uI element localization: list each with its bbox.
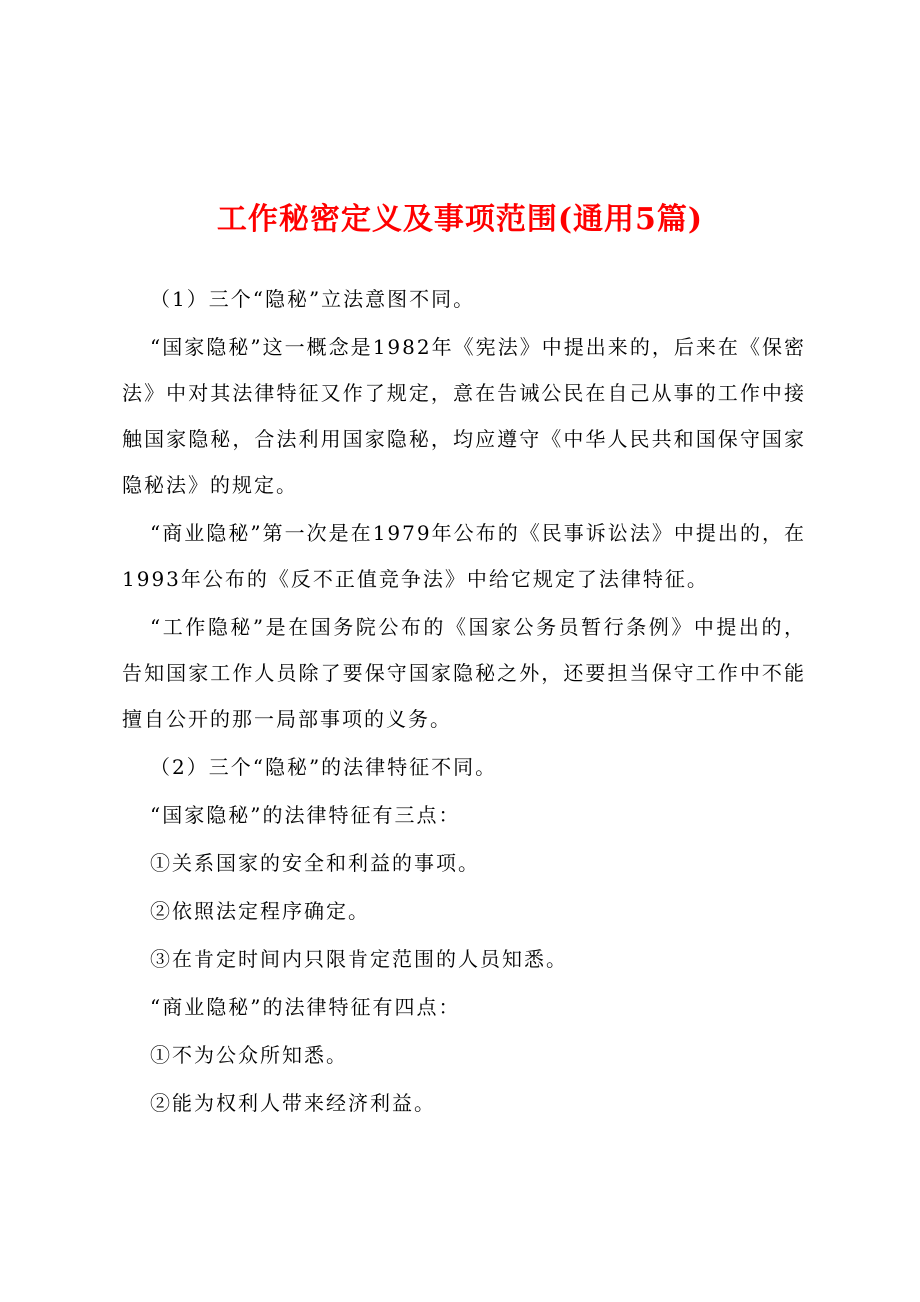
paragraph-2: “国家隐秘”这一概念是1982年《宪法》中提出来的，后来在《保密法》中对其法律特征又作了规定，意在告诫公民在自己从事的工作中接触国家隐秘，合法利用国家隐秘，均应遵守《中华人民共和国保守国家隐秘法》的规定。	[122, 335, 806, 497]
paragraph-6: “国家隐秘”的法律特征有三点：	[150, 803, 461, 827]
paragraph-8: ②依照法定程序确定。	[150, 899, 370, 923]
paragraph-9: ③在肯定时间内只限肯定范围的人员知悉。	[150, 947, 568, 971]
paragraph-5: （2）三个“隐秘”的法律特征不同。	[150, 755, 498, 779]
paragraph-7: ①关系国家的安全和利益的事项。	[150, 851, 480, 875]
paragraph-4: “工作隐秘”是在国务院公布的《国家公务员暂行条例》中提出的，告知国家工作人员除了要保守国家隐秘之外，还要担当保守工作中不能擅自公开的那一局部事项的义务。	[122, 615, 806, 731]
paragraph-3: “商业隐秘”第一次是在1979年公布的《民事诉讼法》中提出的，在1993年公布的《反不正值竞争法》中给它规定了法律特征。	[122, 521, 806, 591]
document-body	[122, 276, 806, 1128]
document-title: 工作秘密定义及事项范围(通用5篇)	[216, 202, 704, 237]
paragraph-12: ②能为权利人带来经济利益。	[150, 1091, 436, 1115]
paragraph-11: ①不为公众所知悉。	[150, 1043, 348, 1067]
paragraph-10: “商业隐秘”的法律特征有四点：	[150, 995, 461, 1019]
paragraph-1: （1）三个“隐秘”立法意图不同。	[150, 287, 476, 311]
